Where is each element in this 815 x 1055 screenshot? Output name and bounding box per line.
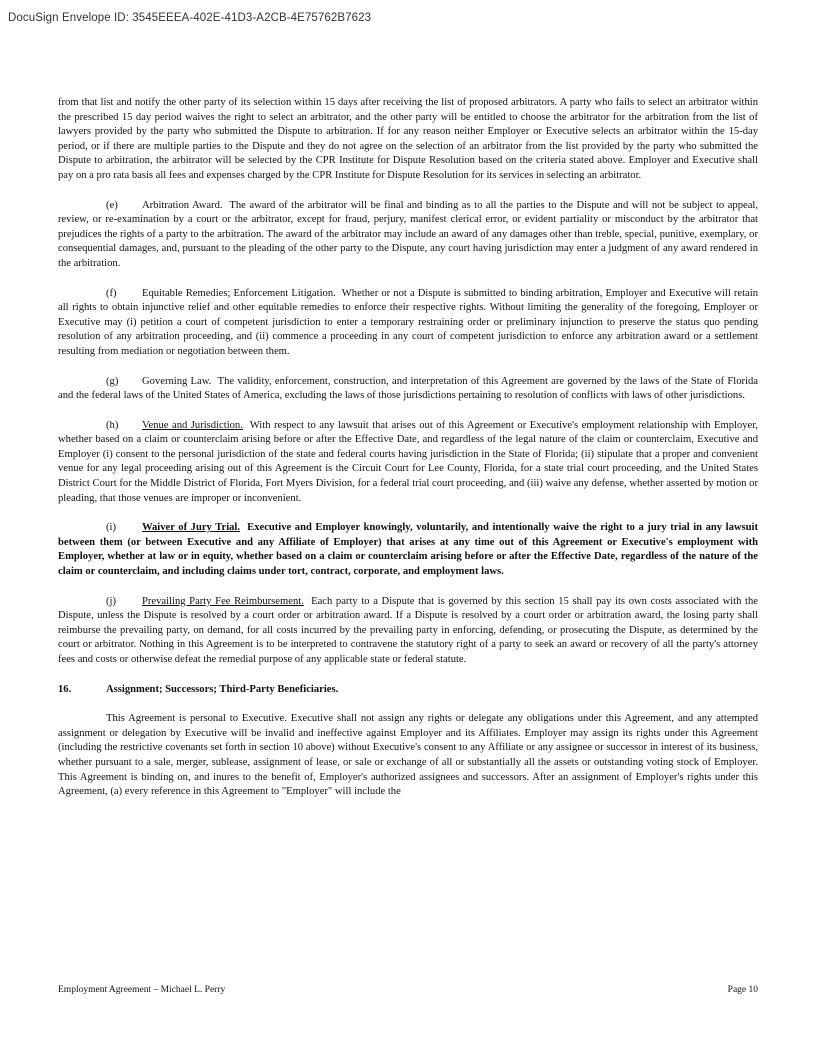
- docusign-envelope-id: DocuSign Envelope ID: 3545EEEA-402E-41D3-A2CB-4E75762B7623: [8, 12, 372, 24]
- paragraph-label: (j): [106, 595, 116, 607]
- paragraph-label: (f): [106, 287, 117, 299]
- paragraph-title: Venue and Jurisdiction.: [142, 419, 243, 431]
- paragraph-text: The award of the arbitrator will be final and binding as to all the parties to the Dispute and will not be subject to appeal, review, or re-examination by a court or the arbitrator, except for fraud, perjury, manifest clerical error, or evident partiality or misconduct by the arbitrator that prejudices the rights of a party to the arbitration. The award of the arbitrator may include an award of any damages other than treble, special, punitive, exemplary, or consequential damages, and, pursuant to the pleading of the other party to the Dispute, any court having jurisdiction may enter a judgment of any award rendered in the arbitration.: [58, 199, 759, 269]
- section-title: Assignment; Successors; Third-Party Beneficiaries.: [106, 683, 339, 695]
- paragraph-continued: from that list and notify the other party of its selection within 15 days after receiving the list of proposed arbitrators. A party who fails to select an arbitrator within the prescribed 15 day period waives the right to select an arbitrator, and the other party will be entitled to choose the arbitrator for the arbitration from the list of lawyers provided by the party who submitted the Dispute to arbitration. If for any reason neither Employer or Executive selects an arbitrator within the 15-day period, or if there are multiple parties to the Dispute and they do not agree on the selection of an arbitrator from the list provided by the party who submitted the Dispute to arbitration, the arbitrator will be selected by the CPR Institute for Dispute Resolution based on the criteria stated above. Employer and Executive shall pay on a pro rata basis all fees and expenses charged by the CPR Institute for Dispute Resolution for its services in selecting an arbitrator.: [58, 97, 758, 181]
- paragraph-title: Governing Law.: [142, 375, 212, 387]
- paragraph-h: [58, 419, 758, 507]
- paragraph-g: [58, 375, 758, 404]
- paragraph-text: Each party to a Dispute that is governed by this section 15 shall pay its own costs associated with the Dispute, unless the Dispute is resolved by a court order or arbitration award. If a Dispute is resolved by a court order or arbitration award, the losing party shall reimburse the prevailing party, on demand, for all costs incurred by the prevailing party in enforcing, defending, or prosecuting the Dispute, as determined by the court or arbitrator. Nothing in this Agreement is to be interpreted to contravene the statutory right of a party to seek an award or recovery of all the party's attorney fees and costs or otherwise defeat the remedial purpose of any applicable state or federal statute.: [58, 595, 758, 665]
- paragraph-label: (h): [106, 419, 119, 431]
- paragraph-label: (i): [106, 522, 116, 534]
- paragraph-i: [58, 521, 758, 579]
- paragraph-j: [58, 595, 758, 668]
- paragraph-title: Waiver of Jury Trial.: [142, 522, 241, 534]
- page-footer: [58, 985, 758, 995]
- paragraph-title: Equitable Remedies; Enforcement Litigation.: [142, 287, 336, 299]
- paragraph-label: (e): [106, 199, 118, 211]
- document-body: [58, 96, 758, 815]
- paragraph-label: (g): [106, 375, 119, 387]
- paragraph-text: With respect to any lawsuit that arises out of this Agreement or Executive's employment relationship with Employer, whether based on a claim or counterclaim arising before or after the Effective Date, and regardless of the legal nature of the claim or counterclaim, Executive and Employer (i) consent to the personal jurisdiction of the state and federal courts having jurisdiction in the State of Florida; (ii) stipulate that a proper and convenient venue for any legal proceeding arising out of this Agreement is the Circuit Court for Lee County, Florida, for a state trial court proceeding, and the United States District Court for the Middle District of Florida, Fort Myers Division, for a federal trial court proceeding, and (iii) waive any defense, whether asserted by motion or pleading, that those venues are improper or inconvenient.: [58, 419, 759, 504]
- paragraph-title: Prevailing Party Fee Reimbursement.: [142, 595, 304, 607]
- section-16-text: This Agreement is personal to Executive. Executive shall not assign any rights or delegate any obligations under this Agreement, and any attempted assignment or delegation by Executive will be invalid and ineffective against Employer and its Affiliates. Employer may assign its rights under this Agreement (including the restrictive covenants set forth in section 10 above) without Executive's consent to any Affiliate or any assignee or successor in interest of its business, whether pursuant to a sale, merger, sublease, assignment of lease, or sale or exchange of all or substantially all the assets or outstanding voting stock of Employer. This Agreement is binding on, and inures to the benefit of, Employer's authorized assignees and successors. After an assignment of Employer's rights under this Agreement, (a) every reference in this Agreement to "Employer" will include the: [58, 713, 758, 798]
- paragraph-f: [58, 287, 758, 360]
- paragraph-text: Executive and Employer knowingly, voluntarily, and intentionally waive the right to a jury trial in any lawsuit between them (or between Executive and any Affiliate of Employer) that arises at any time out of this Agreement or Executive's employment with Employer, whether at law or in equity, whether based on a claim or counterclaim arising before or after the Effective Date, regardless of the nature of the claim or counterclaim, and including claims under tort, contract, corporate, and employment laws.: [58, 522, 759, 578]
- paragraph-text: Whether or not a Dispute is submitted to binding arbitration, Employer and Executive will retain all rights to obtain injunctive relief and other equitable remedies to enforce their respective rights. Without limiting the generality of the foregoing, Employer or Executive may (i) petition a court of competent jurisdiction to enter a temporary restraining order or preliminary injunction to preserve the status quo pending resolution of any arbitration proceeding, and (ii) commence a proceeding in any court of competent jurisdiction to enforce any arbitration award or a settlement resulting from mediation or negotiation between them.: [58, 287, 758, 357]
- section-16-heading: [58, 683, 758, 698]
- paragraph-title: Arbitration Award.: [142, 199, 223, 211]
- section-number: 16.: [58, 683, 72, 695]
- paragraph-e: [58, 199, 758, 272]
- page-number: Page 10: [727, 985, 758, 995]
- paragraph-text: The validity, enforcement, construction, and interpretation of this Agreement are governed by the laws of the State of Florida and the federal laws of the United States of America, excluding the laws of those jurisdictions pertaining to resolution of conflicts with laws of other jurisdictions.: [58, 375, 759, 402]
- footer-document-title: Employment Agreement – Michael L. Perry: [58, 985, 226, 995]
